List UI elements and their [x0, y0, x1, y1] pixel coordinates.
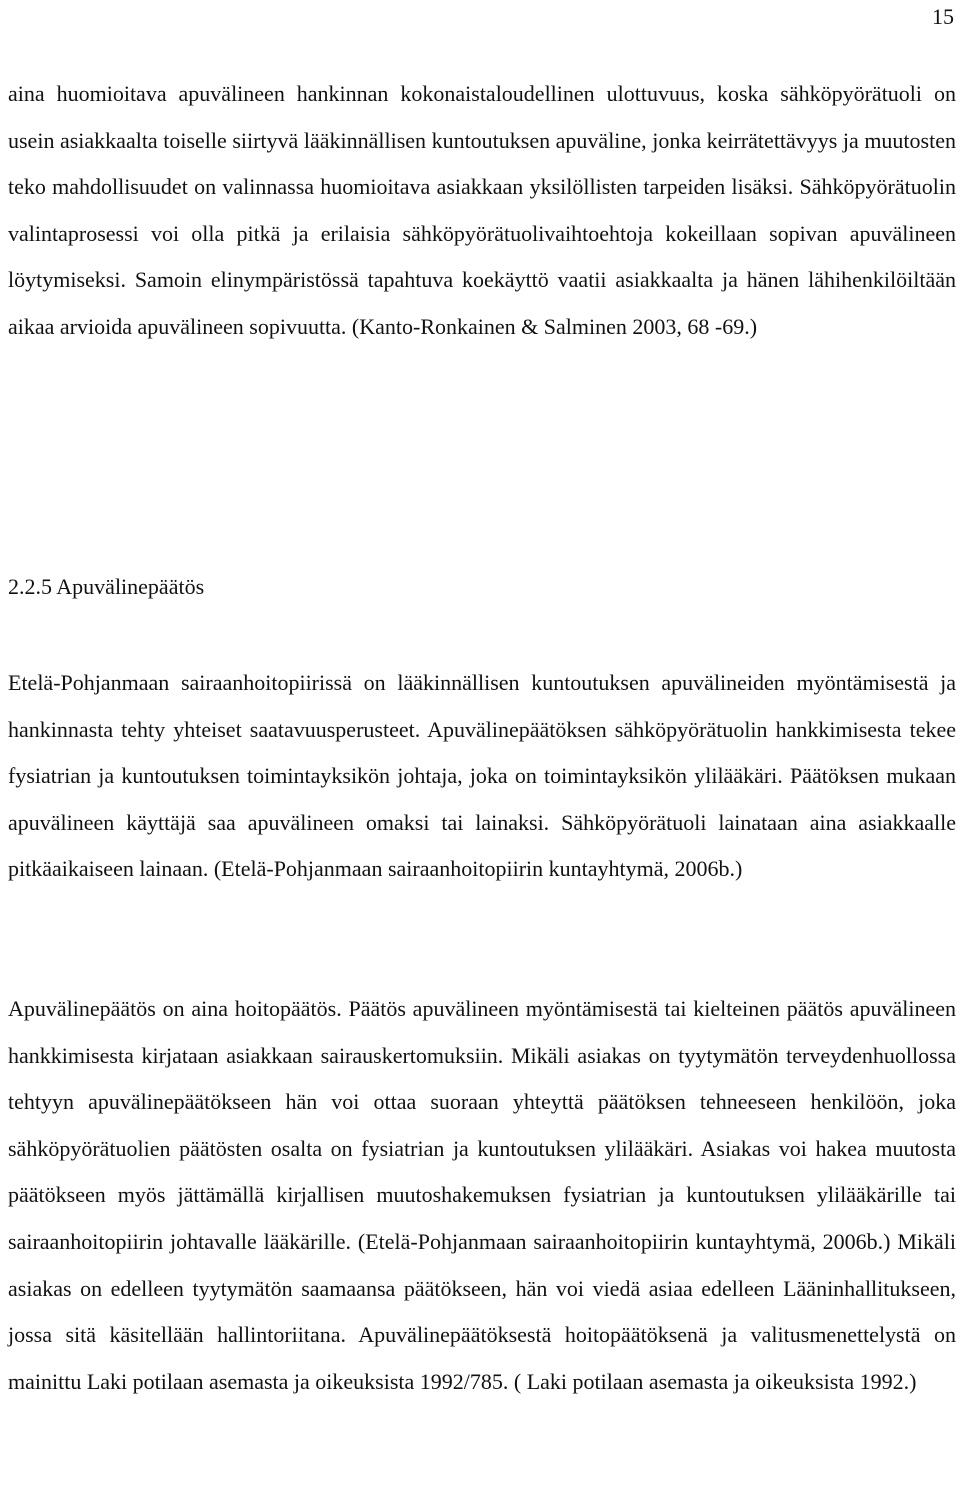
- page-number: 15: [932, 4, 954, 29]
- paragraph-intro: aina huomioitava apuvälineen hankinnan kokonaistaloudellinen ulottuvuus, koska sähköpyörätuoli on usein asiakkaalta toiselle siirtyvä lääkinnällisen kuntoutuksen apuväline, jonka keirrätettävyys ja muutosten teko mahdollisuudet on valinnassa huomioitava asiakkaan yksilöllisten tarpeiden lisäksi. Sähköpyörätuolin valintaprosessi voi olla pitkä ja erilaisia sähköpyörätuolivaihtoehtoja kokeillaan sopivan apuvälineen löytymiseksi. Samoin elinympäristössä tapahtuva koekäyttö vaatii asiakkaalta ja hänen lähihenkilöiltään aikaa arvioida apuvälineen sopivuutta. (Kanto-Ronkainen & Salminen 2003, 68 -69.): [8, 81, 956, 339]
- paragraph-decision-criteria: Etelä-Pohjanmaan sairaanhoitopiirissä on lääkinnällisen kuntoutuksen apuvälineiden myöntämisestä ja hankinnasta tehty yhteiset saatavuusperusteet. Apuvälinepäätöksen sähköpyörätuolin hankkimisesta tekee fysiatrian ja kuntoutuksen toimintayksikön johtaja, joka on toimintayksikön ylilääkäri. Päätöksen mukaan apuvälineen käyttäjä saa apuvälineen omaksi tai lainaksi. Sähköpyörätuoli lainataan aina asiakkaalle pitkäaikaiseen lainaan. (Etelä-Pohjanmaan sairaanhoitopiirin kuntayhtymä, 2006b.): [8, 670, 956, 882]
- section-heading: 2.2.5 Apuvälinepäätös: [8, 574, 205, 599]
- paragraph-appeal-process: Apuvälinepäätös on aina hoitopäätös. Päätös apuvälineen myöntämisestä tai kielteinen päätös apuvälineen hankkimisesta kirjataan asiakkaan sairauskertomuksiin. Mikäli asiakas on tyytymätön terveydenhuollossa tehtyyn apuvälinepäätökseen hän voi ottaa suoraan yhteyttä päätöksen tehneeseen henkilöön, joka sähköpyörätuolien päätösten osalta on fysiatrian ja kuntoutuksen ylilääkäri. Asiakas voi hakea muutosta päätökseen myös jättämällä kirjallisen muutoshakemuksen fysiatrian ja kuntoutuksen ylilääkärille tai sairaanhoitopiirin johtavalle lääkärille. (Etelä-Pohjanmaan sairaanhoitopiirin kuntayhtymä, 2006b.) Mikäli asiakas on edelleen tyytymätön saamaansa päätökseen, hän voi viedä asiaa edelleen Lääninhallitukseen, jossa sitä käsitellään hallintoriitana. Apuvälinepäätöksestä hoitopäätöksenä ja valitusmenettelystä on mainittu Laki potilaan asemasta ja oikeuksista 1992/785. ( Laki potilaan asemasta ja oikeuksista 1992.): [8, 996, 956, 1394]
